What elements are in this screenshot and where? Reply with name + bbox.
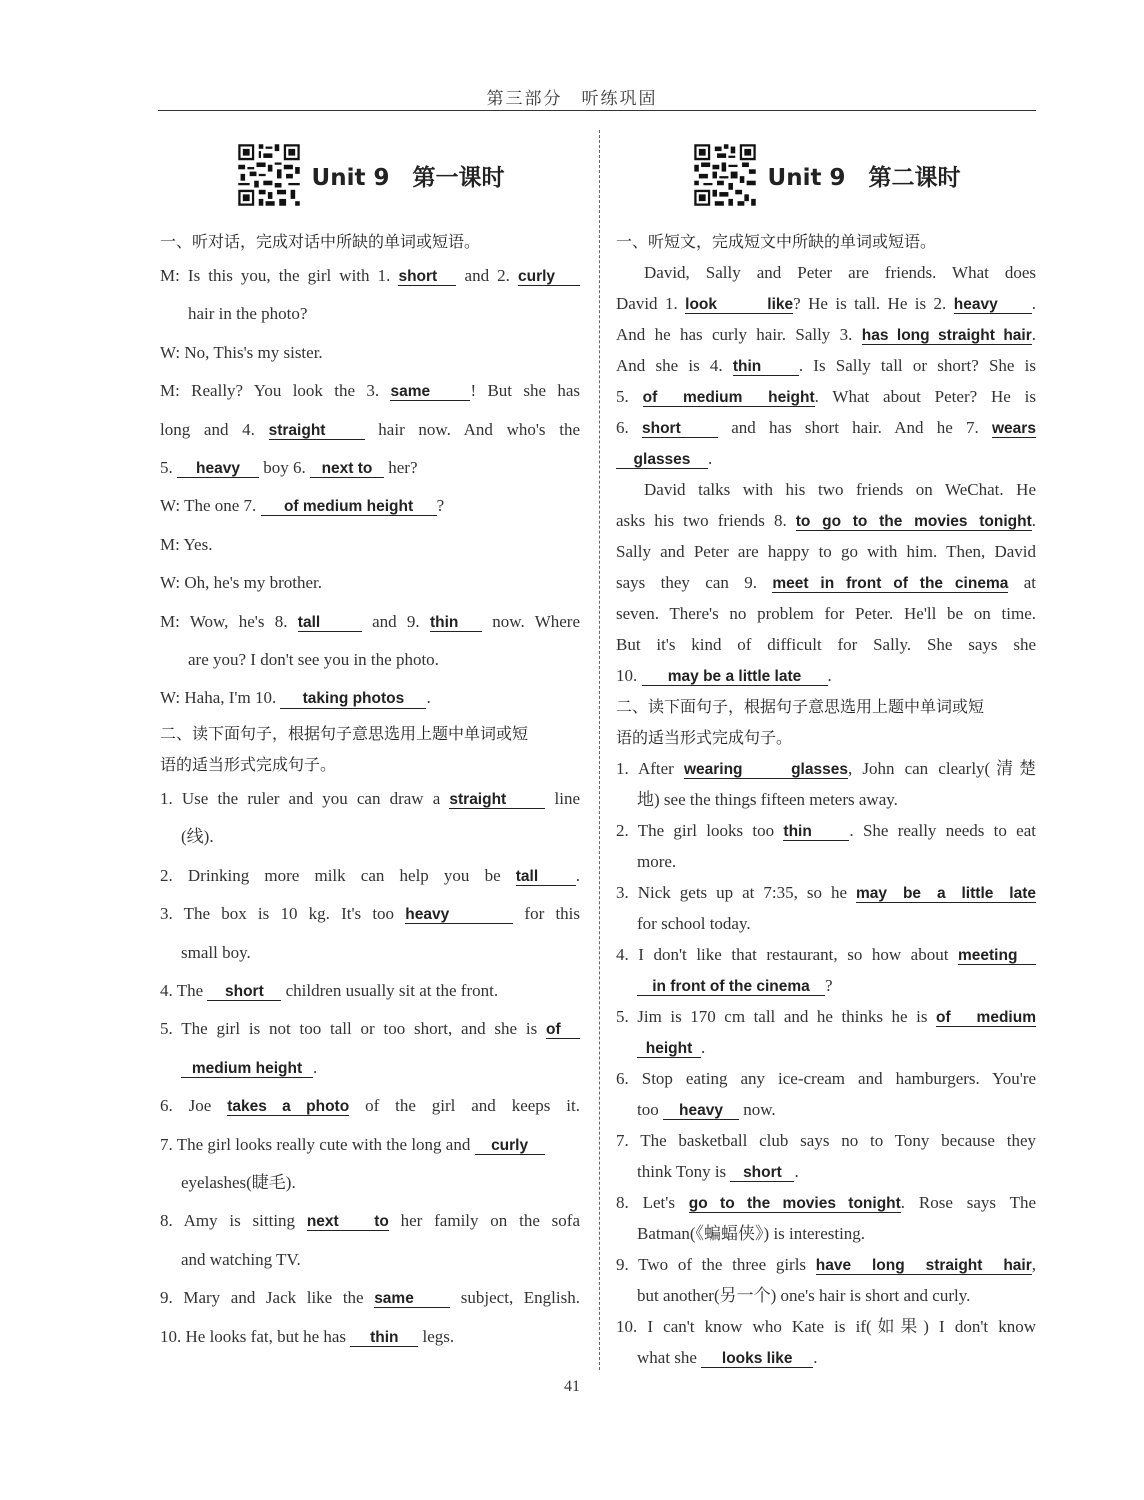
- answer-blank[interactable]: short: [730, 1164, 794, 1182]
- line-text: and watching TV.: [181, 1249, 301, 1269]
- exercise-line: [160, 1010, 580, 1048]
- exercise-line: [160, 818, 580, 856]
- line-text: .: [1031, 325, 1036, 344]
- exercise-line: [616, 877, 1036, 908]
- answer-blank[interactable]: medium height: [181, 1060, 313, 1078]
- answer-blank[interactable]: short: [207, 983, 281, 1001]
- line-text: small boy.: [181, 942, 251, 962]
- line-text: .: [1031, 294, 1036, 313]
- exercise-line: [616, 1063, 1036, 1094]
- line-text: And he has curly hair. Sally 3.: [616, 325, 862, 344]
- answer-blank[interactable]: to go to the movies tonight: [795, 513, 1032, 530]
- exercise-line: [616, 1094, 1036, 1125]
- answer-blank[interactable]: may be a little late: [642, 668, 828, 686]
- answer-blank[interactable]: glasses: [616, 451, 708, 469]
- line-text: asks his two friends 8.: [616, 511, 796, 530]
- exercise-line: [616, 753, 1036, 784]
- answer-blank[interactable]: short: [642, 420, 718, 438]
- exercise-line: [160, 411, 580, 449]
- line-text: David, Sally and Peter are friends. What does: [644, 263, 1036, 282]
- line-text: her family on the sofa: [388, 1211, 580, 1231]
- line-text: and has short hair. And he 7.: [718, 418, 992, 437]
- line-text: hair now. And who's the: [364, 419, 580, 439]
- exercise-line: [616, 412, 1036, 443]
- answer-blank[interactable]: tall: [298, 614, 362, 632]
- line-text: . Rose says The: [900, 1193, 1036, 1212]
- line-text: ! But she has: [470, 381, 580, 401]
- answer-blank[interactable]: meet in front of the cinema: [772, 575, 1009, 592]
- exercise-line: [616, 1342, 1036, 1373]
- line-text: M: Really? You look the 3.: [160, 381, 391, 401]
- unit-header-left: [160, 138, 580, 212]
- answer-blank[interactable]: has long straight hair: [861, 327, 1032, 344]
- line-text: W: Oh, he's my brother.: [160, 573, 323, 593]
- line-text: what she: [637, 1348, 702, 1367]
- line-text: 10. He looks fat, but he has: [160, 1326, 351, 1346]
- line-text: . Is Sally tall or short? She is: [798, 356, 1036, 375]
- line-text: legs.: [418, 1326, 455, 1346]
- answer-blank[interactable]: in front of the cinema: [637, 978, 825, 996]
- exercise-line: [616, 846, 1036, 877]
- section-heading-complete-sentences-cont: 语的适当形式完成句子。: [160, 754, 337, 774]
- answer-blank[interactable]: of: [546, 1021, 580, 1039]
- answer-blank[interactable]: height: [637, 1040, 701, 1058]
- answer-blank[interactable]: curly: [518, 268, 580, 286]
- exercise-line: [616, 784, 1036, 815]
- qr-code-icon[interactable]: [236, 142, 302, 208]
- line-text: line: [545, 788, 580, 808]
- answer-blank[interactable]: straight: [449, 791, 545, 809]
- exercise-line: [616, 1001, 1036, 1032]
- line-text: M: Is this you, the girl with 1.: [160, 266, 399, 285]
- exercise-line: [616, 1125, 1036, 1156]
- exercise-line: [616, 350, 1036, 381]
- exercise-line: [160, 1241, 580, 1279]
- answer-blank[interactable]: wearing glasses: [683, 761, 848, 778]
- line-text: of the girl and keeps it.: [349, 1096, 580, 1116]
- exercise-line: [160, 857, 580, 895]
- line-text: ? He is tall. He is 2.: [793, 294, 954, 313]
- line-text: for this: [513, 904, 581, 924]
- line-text: M: Yes.: [160, 534, 213, 554]
- line-text: And she is 4.: [616, 356, 733, 375]
- exercise-line: [616, 567, 1036, 598]
- line-text: . What about Peter? He is: [814, 387, 1037, 406]
- line-text: .: [701, 1038, 706, 1057]
- answer-blank[interactable]: heavy: [663, 1102, 739, 1120]
- exercise-line: [616, 815, 1036, 846]
- answer-blank[interactable]: looks like: [701, 1350, 813, 1368]
- line-text: 9. Two of the three girls: [616, 1255, 816, 1274]
- exercise-line: [160, 780, 580, 818]
- line-text: (线).: [181, 827, 214, 847]
- answer-blank[interactable]: have long straight hair: [815, 1257, 1032, 1274]
- line-text: .: [426, 688, 431, 708]
- line-text: long and 4.: [160, 419, 269, 439]
- answer-blank[interactable]: heavy: [405, 906, 513, 924]
- exercise-line: [616, 629, 1036, 660]
- answer-blank[interactable]: thin: [430, 614, 482, 632]
- line-text: 7. The basketball club says no to Tony because they: [616, 1131, 1036, 1150]
- answer-blank[interactable]: look like: [685, 296, 794, 313]
- sentence-lines-right: [616, 753, 1036, 1373]
- section-heading-complete-sentences: 二、读下面句子，根据句子意思选用上题中单词或短: [616, 697, 985, 716]
- running-head: 第三部分 听练巩固: [486, 89, 658, 108]
- line-text: .: [1031, 511, 1036, 530]
- line-text: too: [637, 1100, 663, 1119]
- header-rule: [158, 110, 1036, 111]
- answer-blank[interactable]: same: [390, 383, 470, 401]
- exercise-line: [160, 1049, 580, 1087]
- section-heading-complete-sentences-cont: 语的适当形式完成句子。: [616, 728, 793, 747]
- line-text: W: Haha, I'm 10.: [160, 688, 281, 708]
- exercise-line: [160, 487, 580, 525]
- line-text: 3. The box is 10 kg. It's too: [160, 904, 406, 924]
- left-column: [160, 138, 580, 1356]
- answer-blank[interactable]: curly: [475, 1137, 545, 1155]
- line-text: and 2.: [456, 266, 518, 285]
- exercise-line: [616, 598, 1036, 629]
- exercise-line: [160, 641, 580, 679]
- line-text: 8. Amy is sitting: [160, 1211, 307, 1231]
- line-text: 6. Joe: [160, 1096, 228, 1116]
- line-text: are you? I don't see you in the photo.: [188, 650, 439, 670]
- line-text: now. Where: [481, 611, 580, 631]
- exercise-line: [616, 939, 1036, 970]
- page-number: 41: [564, 1378, 580, 1395]
- answer-blank[interactable]: wears: [992, 420, 1036, 437]
- answer-blank[interactable]: meeting: [958, 947, 1036, 965]
- line-text: her?: [384, 458, 418, 478]
- exercise-line: [160, 972, 580, 1010]
- exercise-line: [616, 381, 1036, 412]
- line-text: 4. I don't like that restaurant, so how about: [616, 945, 958, 964]
- answer-blank[interactable]: heavy: [954, 296, 1032, 314]
- line-text: M: Wow, he's 8.: [160, 611, 298, 631]
- exercise-line: [160, 334, 580, 372]
- line-text: at: [1008, 573, 1036, 592]
- line-text: 2. The girl looks too: [616, 821, 784, 840]
- exercise-line: [160, 1279, 580, 1317]
- line-text: 3. Nick gets up at 7:35, so he: [616, 883, 856, 902]
- line-text: subject, English.: [450, 1288, 580, 1308]
- exercise-line: [616, 970, 1036, 1001]
- line-text: .: [827, 666, 832, 685]
- section-heading-listen-dialogue: 一、听对话，完成对话中所缺的单词或短语。: [160, 232, 481, 251]
- line-text: think Tony is: [637, 1162, 731, 1181]
- line-text: 10.: [616, 666, 642, 685]
- line-text: but another(另一个) one's hair is short and curly.: [637, 1286, 971, 1305]
- line-text: and 9.: [361, 611, 430, 631]
- line-text: , John can clearly(清楚: [847, 759, 1036, 778]
- answer-blank[interactable]: may be a little late: [856, 885, 1036, 902]
- answer-blank[interactable]: of medium height: [261, 498, 437, 516]
- line-text: more.: [637, 852, 677, 871]
- line-text: But it's kind of difficult for Sally. She says she: [616, 635, 1036, 654]
- answer-blank[interactable]: tall: [516, 868, 576, 886]
- line-text: .: [794, 1162, 799, 1181]
- exercise-line: [160, 564, 580, 602]
- line-text: 地) see the things fifteen meters away.: [637, 790, 898, 809]
- dialogue-lines: [160, 257, 580, 718]
- answer-blank[interactable]: next to: [310, 460, 384, 478]
- line-text: W: No, This's my sister.: [160, 342, 323, 362]
- answer-blank[interactable]: go to the movies tonight: [688, 1195, 901, 1212]
- exercise-line: [160, 1087, 580, 1125]
- line-text: children usually sit at the front.: [281, 980, 499, 1000]
- line-text: 1. After: [616, 759, 684, 778]
- line-text: 5. The girl is not too tall or too short, and she is: [160, 1019, 546, 1039]
- exercise-line: [616, 536, 1036, 567]
- line-text: 6. Stop eating any ice-cream and hamburgers. You're: [616, 1069, 1036, 1088]
- answer-blank[interactable]: taking photos: [280, 690, 426, 708]
- answer-blank[interactable]: next to: [306, 1213, 389, 1231]
- answer-blank[interactable]: thin: [733, 358, 799, 376]
- line-text: 6.: [616, 418, 642, 437]
- unit-title-left: Unit 9 第一课时: [311, 164, 505, 191]
- exercise-line: [616, 1311, 1036, 1342]
- exercise-line: [160, 679, 580, 717]
- column-divider: [599, 130, 600, 1370]
- line-text: 1. Use the ruler and you can draw a: [160, 788, 450, 808]
- line-text: .: [313, 1057, 318, 1077]
- line-text: 8. Let's: [616, 1193, 689, 1212]
- exercise-line: [160, 934, 580, 972]
- answer-blank[interactable]: short: [398, 268, 456, 286]
- exercise-line: [616, 505, 1036, 536]
- exercise-line: [616, 1187, 1036, 1218]
- exercise-line: [616, 288, 1036, 319]
- exercise-line: [160, 257, 580, 295]
- exercise-line: [160, 1164, 580, 1202]
- line-text: David talks with his two friends on WeChat. He: [644, 480, 1036, 499]
- line-text: 5. Jim is 170 cm tall and he thinks he is: [616, 1007, 936, 1026]
- exercise-line: [616, 1218, 1036, 1249]
- exercise-line: [160, 1126, 580, 1164]
- line-text: hair in the photo?: [188, 304, 308, 324]
- line-text: Batman(《蝙蝠侠》) is interesting.: [637, 1224, 866, 1243]
- exercise-line: [616, 1032, 1036, 1063]
- exercise-line: [616, 1249, 1036, 1280]
- exercise-line: [160, 295, 580, 333]
- exercise-line: [616, 1156, 1036, 1187]
- answer-blank[interactable]: straight: [269, 422, 365, 440]
- exercise-line: [616, 257, 1036, 288]
- line-text: .: [575, 865, 580, 885]
- line-text: says they can 9.: [616, 573, 773, 592]
- line-text: 4. The: [160, 980, 208, 1000]
- qr-code-icon[interactable]: [692, 142, 758, 208]
- line-text: eyelashes(睫毛).: [181, 1172, 296, 1192]
- line-text: 2. Drinking more milk can help you be: [160, 865, 516, 885]
- line-text: W: The one 7.: [160, 496, 261, 516]
- answer-blank[interactable]: thin: [350, 1329, 418, 1347]
- exercise-line: [160, 372, 580, 410]
- line-text: seven. There's no problem for Peter. He'll be on time.: [616, 604, 1036, 623]
- right-column: [616, 138, 1036, 1373]
- answer-blank[interactable]: heavy: [177, 460, 259, 478]
- answer-blank[interactable]: same: [374, 1290, 450, 1308]
- exercise-line: [160, 526, 580, 564]
- exercise-line: [160, 895, 580, 933]
- line-text: .: [813, 1348, 818, 1367]
- line-text: 10. I can't know who Kate is if(如果) I don't know: [616, 1317, 1036, 1336]
- line-text: ,: [1031, 1255, 1036, 1274]
- line-text: 5.: [160, 458, 177, 478]
- line-text: 9. Mary and Jack like the: [160, 1288, 375, 1308]
- line-text: David 1.: [616, 294, 686, 313]
- line-text: now.: [738, 1100, 776, 1119]
- exercise-line: [616, 660, 1036, 691]
- answer-blank[interactable]: of medium: [936, 1009, 1036, 1026]
- exercise-line: [616, 1280, 1036, 1311]
- line-text: Sally and Peter are happy to go with him. Then, David: [616, 542, 1036, 561]
- passage-lines: [616, 257, 1036, 691]
- exercise-line: [160, 1202, 580, 1240]
- exercise-line: [160, 603, 580, 641]
- line-text: boy 6.: [259, 458, 310, 478]
- sentence-lines-left: [160, 780, 580, 1356]
- line-text: ?: [825, 976, 833, 995]
- line-text: for school today.: [637, 914, 751, 933]
- exercise-line: [616, 908, 1036, 939]
- answer-blank[interactable]: of medium height: [642, 389, 815, 406]
- exercise-line: [616, 474, 1036, 505]
- section-heading-listen-passage: 一、听短文，完成短文中所缺的单词或短语。: [616, 232, 937, 251]
- exercise-line: [616, 443, 1036, 474]
- line-text: 5.: [616, 387, 643, 406]
- exercise-line: [160, 1318, 580, 1356]
- line-text: . She really needs to eat: [849, 821, 1036, 840]
- line-text: ?: [436, 496, 445, 516]
- answer-blank[interactable]: thin: [783, 823, 849, 841]
- unit-header-right: [616, 138, 1036, 212]
- answer-blank[interactable]: takes a photo: [227, 1098, 350, 1116]
- line-text: 7. The girl looks really cute with the long and: [160, 1134, 475, 1154]
- unit-title-right: Unit 9 第二课时: [767, 164, 961, 191]
- section-heading-complete-sentences: 二、读下面句子，根据句子意思选用上题中单词或短: [160, 723, 529, 743]
- exercise-line: [160, 449, 580, 487]
- exercise-line: [616, 319, 1036, 350]
- line-text: .: [708, 449, 713, 468]
